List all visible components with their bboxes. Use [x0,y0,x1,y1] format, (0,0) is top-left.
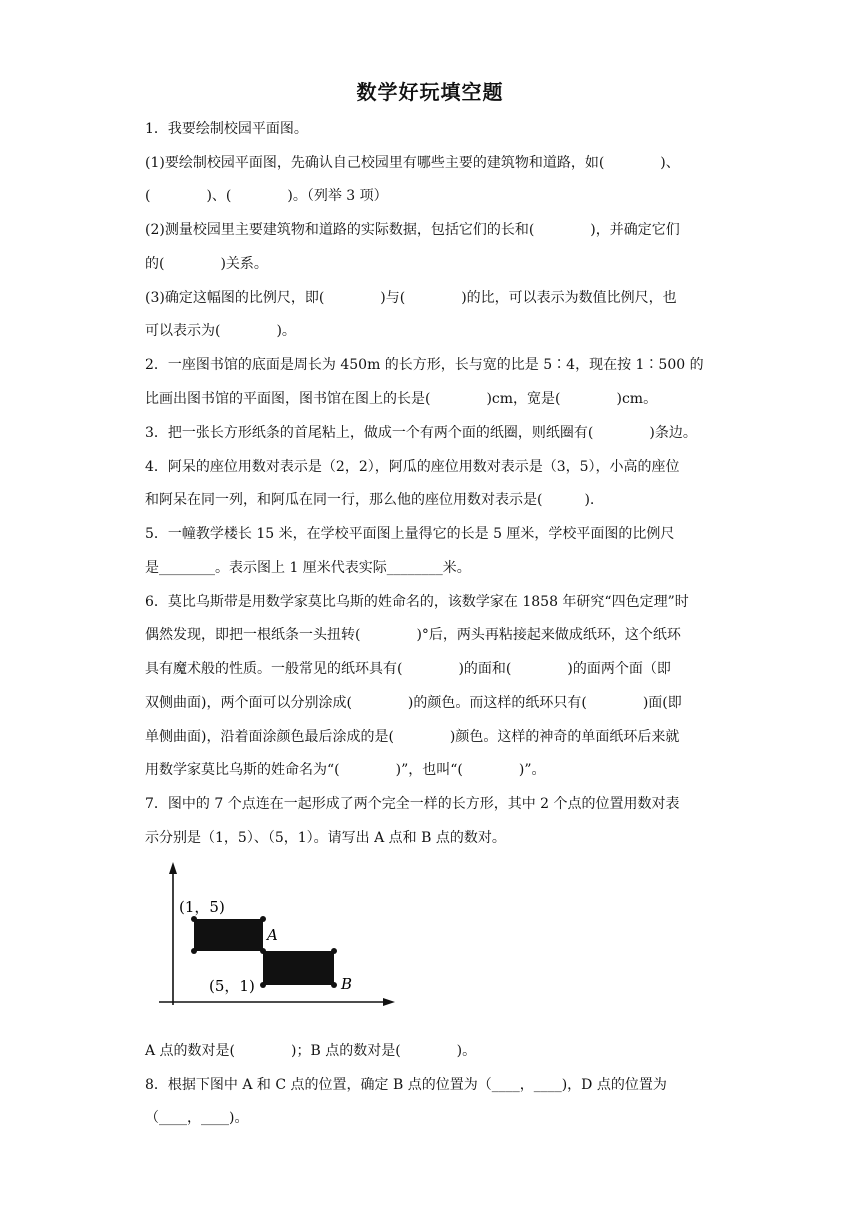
text-line: 和阿呆在同一列，和阿瓜在同一行，那么他的座位用数对表示是( ). [145,492,595,508]
text-line: (3)确定这幅图的比例尺，即( )与( )的比，可以表示为数值比例尺，也 [145,290,677,306]
text-line: 是________。表示图上 1 厘米代表实际________米。 [145,560,471,576]
text-line: 8．根据下图中 A 和 C 点的位置，确定 B 点的位置为（____，____)，D 点的位置为 [145,1077,667,1093]
text-line: (1)要绘制校园平面图，先确认自己校园里有哪些主要的建筑物和道路，如( )、 [145,155,680,171]
text-line: 的( )关系。 [145,256,268,272]
rectangle-top [194,919,263,951]
text-line: 2．一座图书馆的底面是周长为 450m 的长方形，长与宽的比是 5∶4，现在按 1∶500 的 [145,357,704,373]
text-line: 用数学家莫比乌斯的姓命名为“( )”，也叫“( )”。 [145,762,546,778]
point-b [331,982,337,988]
coordinate-figure [155,860,400,1020]
page-title: 数学好玩填空题 [356,80,504,104]
text-line: 7．图中的 7 个点连在一起形成了两个完全一样的长方形，其中 2 个点的位置用数对表 [145,796,680,812]
point [260,916,266,922]
text-line: 1．我要绘制校园平面图。 [145,121,308,137]
text-line: (2)测量校园里主要建筑物和道路的实际数据，包括它们的长和( )，并确定它们 [145,222,680,238]
text-line: ( )、( )。（列举 3 项） [145,188,388,204]
rectangle-bottom [263,951,334,985]
text-line: 具有魔术般的性质。一般常见的纸环具有( )的面和( )的面两个面（即 [145,661,671,677]
text-line: A 点的数对是( )；B 点的数对是( )。 [145,1043,477,1059]
text-line: 4．阿呆的座位用数对表示是（2，2），阿瓜的座位用数对表示是（3，5），小高的座位 [145,459,680,475]
label-5-1: (5，1) [209,977,255,995]
text-line: 双侧曲面)，两个面可以分别涂成( )的颜色。而这样的纸环只有( )面(即 [145,695,682,711]
point [331,948,337,954]
text-line: 5．一幢教学楼长 15 米，在学校平面图上量得它的长是 5 厘米，学校平面图的比例尺 [145,526,675,542]
point [191,916,197,922]
text-line: 示分别是（1，5）、（5，1）。请写出 A 点和 B 点的数对。 [145,830,506,846]
text-line: 6．莫比乌斯带是用数学家莫比乌斯的姓命名的，该数学家在 1858 年研究“四色定理”时 [145,594,689,610]
text-line: 偶然发现，即把一根纸条一头扭转( )°后，两头再粘接起来做成纸环，这个纸环 [145,627,681,643]
text-line: 可以表示为( )。 [145,323,296,339]
label-1-5: (1，5) [179,898,225,916]
text-line: （____，____)。 [145,1110,249,1126]
y-axis-arrow [169,862,177,874]
text-line: 单侧曲面)，沿着面涂颜色最后涂成的是( )颜色。这样的神奇的单面纸环后来就 [145,729,680,745]
label-a: A [267,926,278,944]
point [260,982,266,988]
text-line: 3．把一张长方形纸条的首尾粘上，做成一个有两个面的纸圈，则纸圈有( )条边。 [145,425,697,441]
text-line: 比画出图书馆的平面图，图书馆在图上的长是( )cm，宽是( )cm。 [145,391,658,407]
point [191,948,197,954]
x-axis-arrow [383,998,395,1006]
label-b: B [341,975,353,993]
point-a [260,948,266,954]
